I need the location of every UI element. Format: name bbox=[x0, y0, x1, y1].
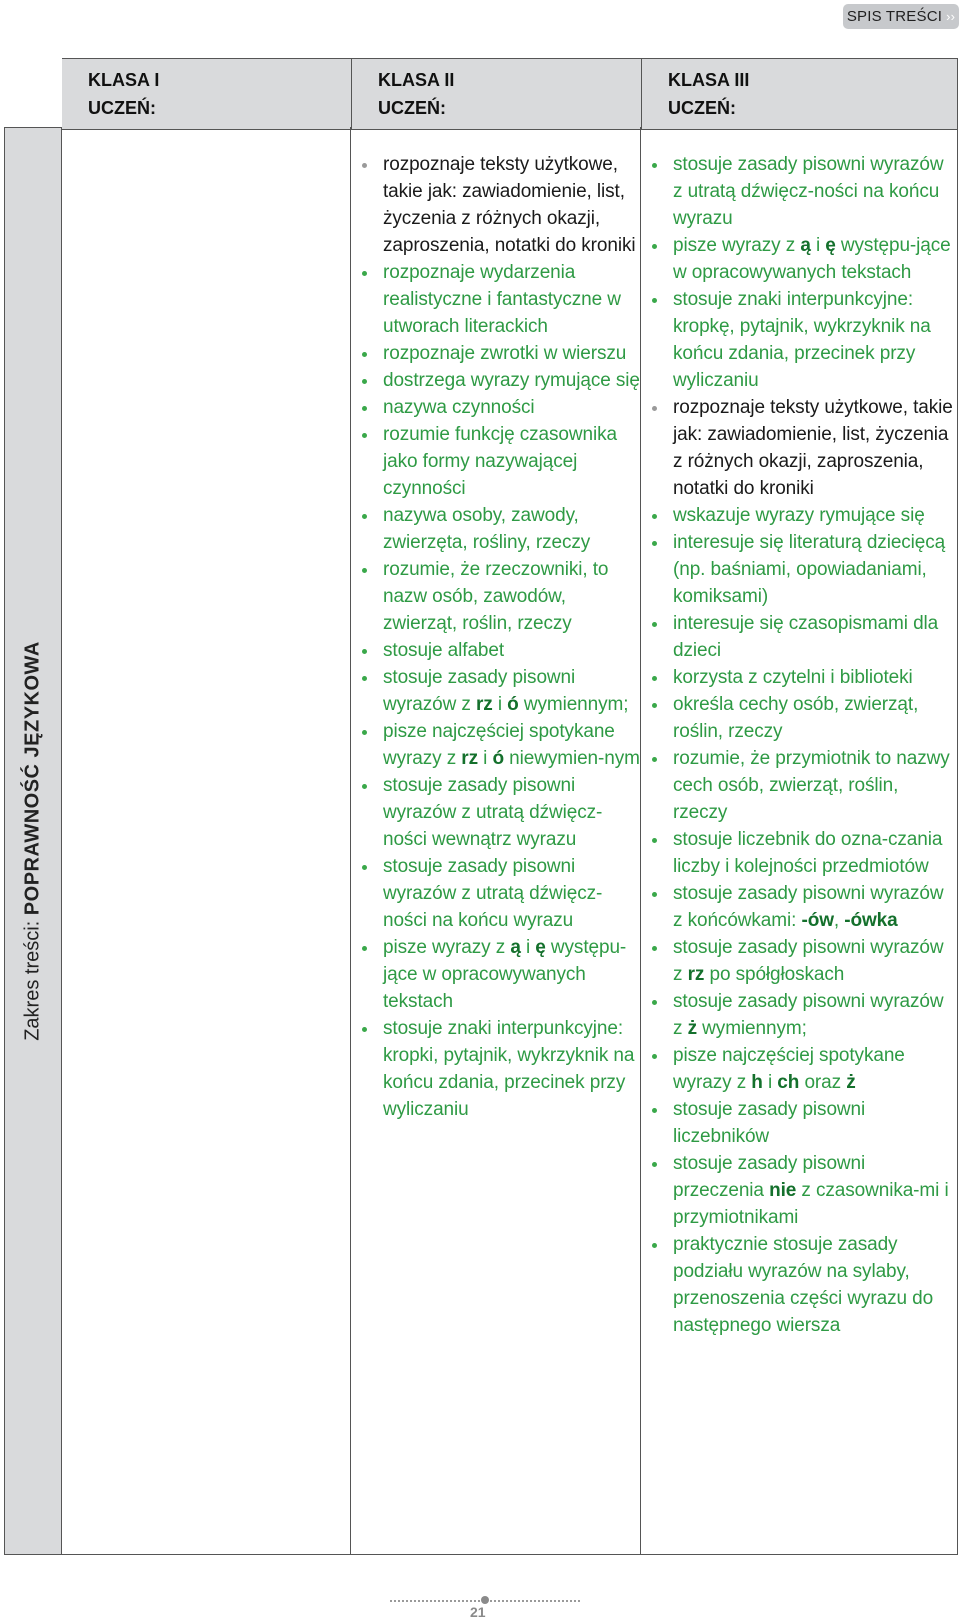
list-item: rozpoznaje teksty użytkowe, takie jak: zawiadomienie, list, życzenia z różnych okazji, zaproszenia, notatki do kroniki bbox=[641, 394, 957, 502]
klasa-3-list bbox=[641, 127, 957, 1339]
list-item: stosuje alfabet bbox=[351, 637, 640, 664]
list-item: rozumie, że przymiotnik to nazwy cech osób, zwierząt, roślin, rzeczy bbox=[641, 745, 957, 826]
list-item: stosuje zasady pisowni liczebników bbox=[641, 1096, 957, 1150]
list-item: stosuje znaki interpunkcyjne: kropkę, pytajnik, wykrzyknik na końcu zdania, przecinek przy wyliczaniu bbox=[641, 286, 957, 394]
list-item: interesuje się czasopismami dla dzieci bbox=[641, 610, 957, 664]
list-item: stosuje zasady pisowni przeczenia nie z czasownika-mi i przymiotnikami bbox=[641, 1150, 957, 1231]
list-item: stosuje znaki interpunkcyjne: kropki, pytajnik, wykrzyknik na końcu zdania, przecinek przy wyliczaniu bbox=[351, 1015, 640, 1123]
list-item: wskazuje wyrazy rymujące się bbox=[641, 502, 957, 529]
side-topic-bar bbox=[4, 127, 62, 1555]
column-klasa-2 bbox=[351, 127, 641, 1554]
list-item: pisze wyrazy z ą i ę występu-jące w opracowywanych tekstach bbox=[351, 934, 640, 1015]
list-item: stosuje zasady pisowni wyrazów z utratą dźwięcz-ności na końcu wyrazu bbox=[641, 151, 957, 232]
toc-label: SPIS TREŚCI bbox=[846, 8, 943, 25]
table-of-contents-button[interactable] bbox=[843, 4, 959, 29]
header-klasa-3 bbox=[641, 59, 958, 129]
list-item: interesuje się literaturą dziecięcą (np. baśniami, opowiadaniami, komiksami) bbox=[641, 529, 957, 610]
list-item: stosuje zasady pisowni wyrazów z rz i ó wymiennym; bbox=[351, 664, 640, 718]
column-subtitle: UCZEŃ: bbox=[378, 98, 446, 118]
list-item: dostrzega wyrazy rymujące się bbox=[351, 367, 640, 394]
column-klasa-1 bbox=[62, 127, 351, 1554]
column-title: KLASA II bbox=[378, 70, 455, 90]
column-title: KLASA I bbox=[88, 70, 160, 90]
list-item: nazywa osoby, zawody, zwierzęta, rośliny, rzeczy bbox=[351, 502, 640, 556]
list-item: stosuje zasady pisowni wyrazów z ż wymiennym; bbox=[641, 988, 957, 1042]
list-item: rozumie funkcję czasownika jako formy nazywającej czynności bbox=[351, 421, 640, 502]
list-item: stosuje zasady pisowni wyrazów z rz po spółgłoskach bbox=[641, 934, 957, 988]
list-item: rozpoznaje wydarzenia realistyczne i fantastyczne w utworach literackich bbox=[351, 259, 640, 340]
column-title: KLASA III bbox=[668, 70, 750, 90]
list-item: stosuje zasady pisowni wyrazów z utratą dźwięcz-ności wewnątrz wyrazu bbox=[351, 772, 640, 853]
column-subtitle: UCZEŃ: bbox=[88, 98, 156, 118]
list-item: korzysta z czytelni i biblioteki bbox=[641, 664, 957, 691]
list-item: stosuje zasady pisowni wyrazów z końcówkami: -ów, -ówka bbox=[641, 880, 957, 934]
list-item: pisze najczęściej spotykane wyrazy z rz i ó niewymien-nym bbox=[351, 718, 640, 772]
side-topic-label bbox=[22, 641, 45, 1041]
content-table bbox=[62, 127, 958, 1555]
double-chevron-right-icon: ›› bbox=[946, 9, 956, 24]
page-number: 21 bbox=[470, 1604, 486, 1620]
table-header bbox=[62, 58, 958, 130]
list-item: pisze najczęściej spotykane wyrazy z h i ch oraz ż bbox=[641, 1042, 957, 1096]
header-klasa-1 bbox=[62, 59, 351, 129]
header-klasa-2 bbox=[351, 59, 641, 129]
list-item: pisze wyrazy z ą i ę występu-jące w opracowywanych tekstach bbox=[641, 232, 957, 286]
list-item: rozpoznaje teksty użytkowe, takie jak: zawiadomienie, list, życzenia z różnych okazji, zaproszenia, notatki do kroniki bbox=[351, 151, 640, 259]
list-item: stosuje zasady pisowni wyrazów z utratą dźwięcz-ności na końcu wyrazu bbox=[351, 853, 640, 934]
column-subtitle: UCZEŃ: bbox=[668, 98, 736, 118]
column-klasa-3 bbox=[641, 127, 958, 1554]
list-item: nazywa czynności bbox=[351, 394, 640, 421]
list-item: praktycznie stosuje zasady podziału wyrazów na sylaby, przenoszenia części wyrazu do następnego wiersza bbox=[641, 1231, 957, 1339]
klasa-2-list bbox=[351, 127, 640, 1123]
list-item: rozpoznaje zwrotki w wierszu bbox=[351, 340, 640, 367]
side-label-prefix: Zakres treści: bbox=[21, 915, 44, 1041]
list-item: określa cechy osób, zwierząt, roślin, rzeczy bbox=[641, 691, 957, 745]
list-item: rozumie, że rzeczowniki, to nazw osób, zawodów, zwierząt, roślin, rzeczy bbox=[351, 556, 640, 637]
list-item: stosuje liczebnik do ozna-czania liczby i kolejności przedmiotów bbox=[641, 826, 957, 880]
side-label-topic: POPRAWNOŚĆ JĘZYKOWA bbox=[21, 641, 44, 916]
footer-dot bbox=[481, 1596, 489, 1604]
